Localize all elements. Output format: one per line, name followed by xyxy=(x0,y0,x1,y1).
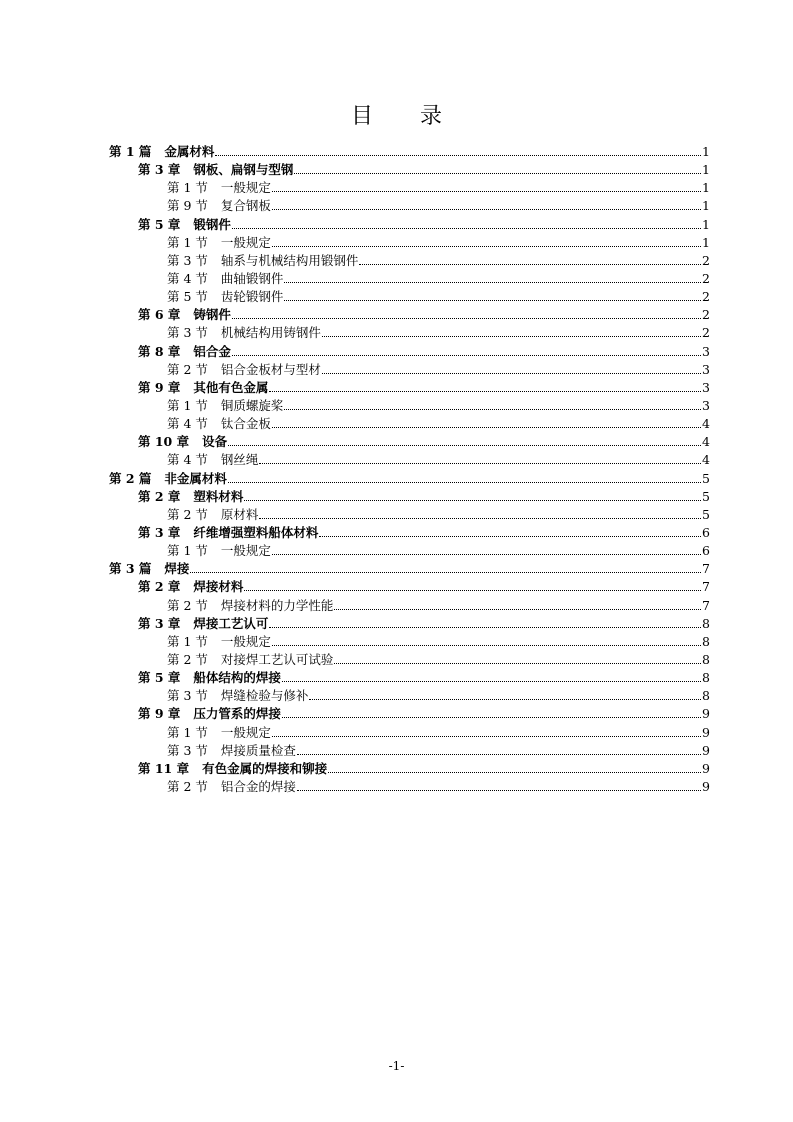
toc-entry[interactable] xyxy=(109,742,710,760)
toc-entry-number: 第 1 节 xyxy=(167,234,208,250)
toc-entry-page: 7 xyxy=(702,561,710,577)
toc-entry[interactable] xyxy=(109,161,710,179)
toc-entry-title: 齿轮锻钢件 xyxy=(220,289,284,305)
toc-entry-number: 第 8 章 xyxy=(138,343,181,359)
toc-entry[interactable] xyxy=(109,705,710,723)
toc-entry-title: 纤维增强塑料船体材料 xyxy=(193,524,319,540)
toc-entry-number: 第 9 节 xyxy=(167,198,208,214)
dot-leader xyxy=(215,154,701,156)
toc-entry-title: 金属材料 xyxy=(164,144,215,159)
dot-leader xyxy=(269,626,701,628)
toc-entry-title: 船体结构的焊接 xyxy=(193,670,281,686)
toc-entry-number: 第 2 节 xyxy=(167,506,208,522)
toc-entry-number: 第 5 章 xyxy=(138,670,181,686)
toc-entry[interactable] xyxy=(109,270,710,288)
toc-entry-title: 焊接工艺认可 xyxy=(193,615,269,631)
toc-entry-number: 第 2 节 xyxy=(167,361,208,377)
dot-leader xyxy=(190,571,701,573)
toc-entry[interactable] xyxy=(109,234,710,252)
toc-entry-title: 设备 xyxy=(202,434,228,450)
toc-entry-title: 钛合金板 xyxy=(220,416,271,432)
toc-entry-page: 6 xyxy=(702,524,710,540)
toc-entry-number: 第 4 节 xyxy=(167,270,208,286)
toc-entry-title: 非金属材料 xyxy=(164,470,227,486)
dot-leader xyxy=(232,317,701,319)
toc-entry[interactable] xyxy=(109,288,710,306)
dot-leader xyxy=(259,517,701,519)
toc-entry[interactable] xyxy=(109,143,710,161)
toc-entry[interactable] xyxy=(109,197,710,215)
toc-entry-page: 1 xyxy=(702,162,710,178)
dot-leader xyxy=(272,426,701,428)
toc-entry[interactable] xyxy=(109,343,710,361)
toc-entry-title: 锻钢件 xyxy=(193,216,231,232)
toc-entry-page: 2 xyxy=(702,289,710,305)
toc-entry[interactable] xyxy=(109,306,710,324)
toc-entry[interactable] xyxy=(109,687,710,705)
toc-entry[interactable] xyxy=(109,524,710,542)
dot-leader xyxy=(272,644,701,646)
toc-entry-page: 5 xyxy=(702,488,710,504)
toc-entry-title: 焊接材料的力学性能 xyxy=(220,597,334,613)
dot-leader xyxy=(259,462,701,464)
toc-entry[interactable] xyxy=(109,415,710,433)
toc-entry[interactable] xyxy=(109,397,710,415)
toc-entry[interactable] xyxy=(109,615,710,633)
dot-leader xyxy=(297,789,701,791)
toc-entry-page: 3 xyxy=(702,397,710,413)
toc-entry-number: 第 3 章 xyxy=(138,524,181,540)
toc-entry-title: 压力管系的焊接 xyxy=(193,706,281,722)
toc-entry-title: 钢板、扁钢与型钢 xyxy=(193,162,294,178)
dot-leader xyxy=(232,354,701,356)
toc-entry-page: 5 xyxy=(702,506,710,522)
dot-leader xyxy=(294,172,701,174)
toc-entry-title: 一般规定 xyxy=(220,724,271,740)
toc-entry-number: 第 1 节 xyxy=(167,724,208,740)
toc-entry[interactable] xyxy=(109,633,710,651)
toc-entry-number: 第 11 章 xyxy=(138,760,190,776)
toc-entry[interactable] xyxy=(109,669,710,687)
dot-leader xyxy=(282,680,701,682)
toc-entry-title: 焊缝检验与修补 xyxy=(220,688,309,704)
toc-entry-number: 第 3 节 xyxy=(167,742,208,758)
page-number: -1- xyxy=(388,1059,405,1073)
toc-entry-title: 其他有色金属 xyxy=(193,379,269,395)
toc-entry-page: 1 xyxy=(702,180,710,196)
toc-entry-page: 3 xyxy=(702,343,710,359)
toc-entry-title: 一般规定 xyxy=(220,234,271,250)
toc-entry-number: 第 2 章 xyxy=(138,579,181,595)
toc-entry-page: 7 xyxy=(702,597,710,613)
toc-entry-number: 第 6 章 xyxy=(138,307,181,323)
toc-entry-number: 第 10 章 xyxy=(138,434,190,450)
toc-entry[interactable] xyxy=(109,724,710,742)
toc-entry[interactable] xyxy=(109,578,710,596)
toc-entry-number: 第 5 章 xyxy=(138,216,181,232)
toc-entry-number: 第 5 节 xyxy=(167,289,208,305)
toc-entry-title: 焊接材料 xyxy=(193,579,244,595)
toc-entry-page: 2 xyxy=(702,307,710,323)
dot-leader xyxy=(359,263,701,265)
toc-entry[interactable] xyxy=(109,379,710,397)
toc-entry-title: 钢丝绳 xyxy=(220,452,259,468)
dot-leader xyxy=(309,698,701,700)
toc-entry-page: 5 xyxy=(702,470,710,486)
toc-entry-number: 第 2 章 xyxy=(138,488,181,504)
toc-entry-page: 4 xyxy=(702,452,710,468)
dot-leader xyxy=(272,553,701,555)
toc-entry-number: 第 1 节 xyxy=(167,543,208,559)
toc-entry-page: 8 xyxy=(702,615,710,631)
toc-entry-number: 第 1 篇 xyxy=(109,144,152,159)
dot-leader xyxy=(228,481,701,483)
dot-leader xyxy=(284,299,701,301)
dot-leader xyxy=(297,753,701,755)
dot-leader xyxy=(328,771,701,773)
toc-entry-number: 第 3 篇 xyxy=(109,561,152,577)
toc-entry-number: 第 1 节 xyxy=(167,397,208,413)
toc-entry-page: 9 xyxy=(702,724,710,740)
toc-entry-number: 第 3 章 xyxy=(138,162,181,178)
dot-leader xyxy=(272,190,701,192)
dot-leader xyxy=(334,608,701,610)
toc-entry-page: 2 xyxy=(702,252,710,268)
table-of-contents xyxy=(109,143,710,796)
toc-entry-title: 有色金属的焊接和铆接 xyxy=(202,760,328,776)
toc-entry-page: 1 xyxy=(702,234,710,250)
dot-leader xyxy=(228,444,701,446)
toc-entry-number: 第 2 篇 xyxy=(109,470,152,486)
toc-entry-page: 8 xyxy=(702,688,710,704)
toc-entry-number: 第 3 节 xyxy=(167,688,208,704)
toc-entry-title: 机械结构用铸钢件 xyxy=(220,325,321,341)
dot-leader xyxy=(269,390,701,392)
toc-entry[interactable] xyxy=(109,179,710,197)
toc-entry-title: 铜质螺旋桨 xyxy=(220,397,284,413)
dot-leader xyxy=(284,281,701,283)
dot-leader xyxy=(319,535,701,537)
dot-leader xyxy=(272,735,701,737)
dot-leader xyxy=(244,499,701,501)
toc-entry-page: 9 xyxy=(702,742,710,758)
toc-entry-title: 焊接质量检查 xyxy=(220,742,296,758)
toc-entry-number: 第 4 节 xyxy=(167,452,208,468)
toc-entry[interactable] xyxy=(109,451,710,469)
toc-entry[interactable] xyxy=(109,324,710,342)
toc-entry-number: 第 9 章 xyxy=(138,379,181,395)
toc-entry-title: 轴系与机械结构用锻钢件 xyxy=(220,252,359,268)
dot-leader xyxy=(244,589,701,591)
toc-entry[interactable] xyxy=(109,542,710,560)
toc-entry-title: 铸钢件 xyxy=(193,307,231,323)
toc-entry-page: 9 xyxy=(702,778,710,794)
toc-entry[interactable] xyxy=(109,361,710,379)
toc-entry[interactable] xyxy=(109,760,710,778)
toc-entry-title: 原材料 xyxy=(220,506,259,522)
toc-entry[interactable] xyxy=(109,597,710,615)
toc-entry-title: 一般规定 xyxy=(220,633,271,649)
toc-entry[interactable] xyxy=(109,488,710,506)
toc-entry-page: 1 xyxy=(702,216,710,232)
toc-entry-number: 第 2 节 xyxy=(167,597,208,613)
toc-entry-page: 3 xyxy=(702,361,710,377)
dot-leader xyxy=(282,716,701,718)
dot-leader xyxy=(272,208,701,210)
toc-entry[interactable] xyxy=(109,470,710,488)
toc-entry-number: 第 1 节 xyxy=(167,633,208,649)
toc-entry-page: 2 xyxy=(702,270,710,286)
toc-entry-number: 第 3 节 xyxy=(167,252,208,268)
toc-entry-number: 第 2 节 xyxy=(167,651,208,667)
dot-leader xyxy=(284,408,701,410)
toc-entry-title: 复合钢板 xyxy=(220,198,271,214)
toc-entry[interactable] xyxy=(109,216,710,234)
toc-entry-number: 第 1 节 xyxy=(167,180,208,196)
toc-entry-title: 塑料材料 xyxy=(193,488,244,504)
dot-leader xyxy=(232,227,701,229)
dot-leader xyxy=(322,335,701,337)
toc-entry-page: 4 xyxy=(702,416,710,432)
toc-entry-title: 铝合金 xyxy=(193,343,231,359)
toc-entry-page: 9 xyxy=(702,760,710,776)
toc-entry-number: 第 2 节 xyxy=(167,778,208,794)
toc-entry-title: 铝合金板材与型材 xyxy=(220,361,321,377)
toc-entry-title: 一般规定 xyxy=(220,543,271,559)
toc-entry-page: 4 xyxy=(702,434,710,450)
toc-entry-number: 第 3 章 xyxy=(138,615,181,631)
toc-entry-page: 2 xyxy=(702,325,710,341)
toc-entry-title: 对接焊工艺认可试验 xyxy=(220,651,334,667)
toc-entry-page: 6 xyxy=(702,543,710,559)
dot-leader xyxy=(322,372,701,374)
toc-entry-page: 3 xyxy=(702,379,710,395)
toc-entry[interactable] xyxy=(109,560,710,578)
toc-entry[interactable] xyxy=(109,778,710,796)
toc-entry-title: 焊接 xyxy=(164,561,190,577)
toc-entry-number: 第 9 章 xyxy=(138,706,181,722)
toc-entry-title: 曲轴锻钢件 xyxy=(220,270,284,286)
toc-entry-title: 一般规定 xyxy=(220,180,271,196)
toc-entry-page: 8 xyxy=(702,670,710,686)
toc-entry[interactable] xyxy=(109,651,710,669)
toc-entry-number: 第 3 节 xyxy=(167,325,208,341)
toc-entry-page: 7 xyxy=(702,579,710,595)
toc-entry-page: 1 xyxy=(702,144,710,159)
toc-entry-page: 8 xyxy=(702,633,710,649)
toc-entry[interactable] xyxy=(109,506,710,524)
toc-entry-page: 8 xyxy=(702,651,710,667)
toc-entry-title: 铝合金的焊接 xyxy=(220,778,296,794)
toc-entry-page: 9 xyxy=(702,706,710,722)
toc-entry[interactable] xyxy=(109,252,710,270)
dot-leader xyxy=(272,245,701,247)
toc-entry-page: 1 xyxy=(702,198,710,214)
toc-entry[interactable] xyxy=(109,433,710,451)
dot-leader xyxy=(334,662,701,664)
page-title: 目 录 xyxy=(351,104,462,129)
toc-entry-number: 第 4 节 xyxy=(167,416,208,432)
